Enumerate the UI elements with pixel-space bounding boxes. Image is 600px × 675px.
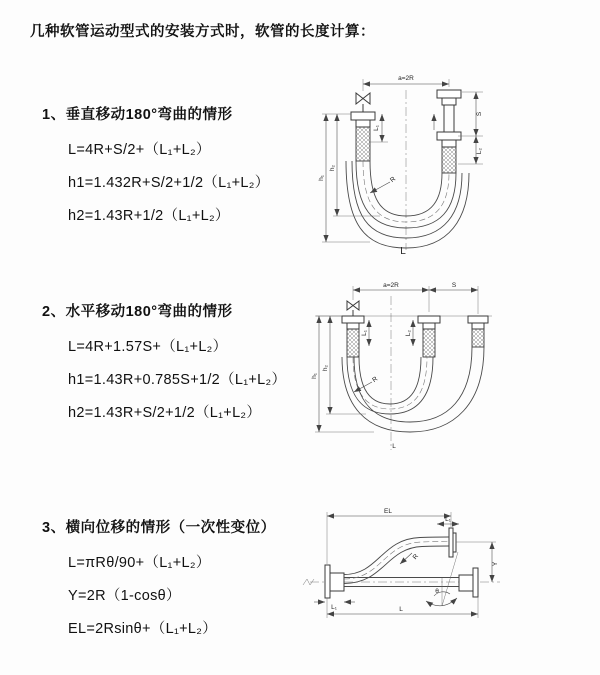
dim-el	[327, 508, 451, 564]
valve-icon	[356, 93, 370, 112]
dim-label-radius: R	[371, 375, 380, 384]
dim-label-el: EL	[384, 508, 392, 515]
section-vertical-180-bend	[42, 103, 270, 237]
dim-span	[363, 75, 449, 91]
dim-label-conn-left: L₁	[331, 604, 337, 611]
dim-label-offset-y: Y	[492, 561, 499, 567]
dim-label-h1: h₁	[311, 373, 318, 379]
right-flange	[459, 568, 478, 597]
dim-label-conn2: L₂	[405, 329, 412, 337]
dim-label-conn2: L₂	[476, 147, 483, 155]
formula-el: EL=2Rsinθ+（L₁+L₂）	[68, 621, 218, 637]
dim-label-stroke: S	[451, 282, 457, 289]
dim-radius	[370, 175, 397, 193]
page-title: 几种软管运动型式的安装方式时，软管的长度计算：	[30, 24, 375, 40]
dim-label-radius: R	[389, 175, 398, 185]
dim-label-h1: h₁	[318, 175, 325, 181]
right-pipe	[468, 316, 488, 347]
formula-h1: h1=1.432R+S/2+1/2（L₁+L₂）	[68, 175, 270, 191]
section-horizontal-180-bend	[42, 300, 286, 434]
dim-label-conn-top: L₁	[445, 516, 451, 523]
dim-span	[353, 282, 478, 314]
dim-label-stroke: S	[476, 111, 483, 117]
dim-label-h2: h₂	[322, 364, 329, 372]
dim-radius	[354, 375, 379, 392]
diagram-horizontal-180-bend	[306, 276, 596, 458]
s-curve-hose	[344, 537, 449, 584]
hose-arcs	[346, 161, 469, 248]
middle-pipe	[418, 316, 440, 357]
formula-length: L=4R+S/2+（L₁+L₂）	[68, 142, 211, 158]
dim-label-span: a=2R	[398, 75, 414, 82]
section-2-heading: 2、水平移动180°弯曲的情形	[42, 304, 233, 320]
dim-label-length: L	[392, 443, 396, 450]
diagram-vertical-180-bend	[306, 66, 596, 256]
hose-arcs	[342, 347, 484, 432]
dim-length	[327, 597, 478, 618]
dim-conn-top	[437, 516, 459, 524]
left-flange	[325, 565, 344, 598]
upper-flange	[449, 528, 456, 557]
dim-radius	[400, 553, 420, 564]
left-pipe	[351, 112, 375, 161]
dim-label-theta: θ	[435, 588, 439, 595]
dim-label-length: L	[399, 606, 403, 613]
dim-label-conn1: L₁	[361, 330, 368, 336]
angle-theta	[426, 552, 458, 606]
dim-conn-left	[314, 602, 355, 611]
formula-length: L=4R+1.57S+（L₁+L₂）	[68, 339, 228, 355]
dim-label-span: a=2R	[383, 282, 399, 289]
dim-label-h2: h₂	[329, 164, 336, 172]
dim-label-radius: R	[411, 552, 421, 562]
dim-connectors	[361, 320, 413, 346]
dim-label-conn1: L₁	[373, 125, 380, 131]
formula-h2: h2=1.43R+S/2+1/2（L₁+L₂）	[68, 405, 262, 421]
dim-stroke	[458, 92, 483, 164]
formula-length: L=πRθ/90+（L₁+L₂）	[68, 555, 211, 571]
section-lateral-displacement	[42, 516, 276, 650]
formula-h2: h2=1.43R+1/2（L₁+L₂）	[68, 208, 230, 224]
section-3-heading: 3、横向位移的情形（一次性变位）	[42, 520, 276, 536]
diagram-lateral-displacement	[296, 502, 596, 642]
dim-label-length: L	[400, 246, 406, 256]
right-pipe	[434, 90, 461, 173]
valve-icon	[347, 301, 359, 316]
formula-h1: h1=1.43R+0.785S+1/2（L₁+L₂）	[68, 372, 287, 388]
formula-y: Y=2R（1-cosθ）	[68, 588, 181, 604]
section-1-heading: 1、垂直移动180°弯曲的情形	[42, 107, 233, 123]
